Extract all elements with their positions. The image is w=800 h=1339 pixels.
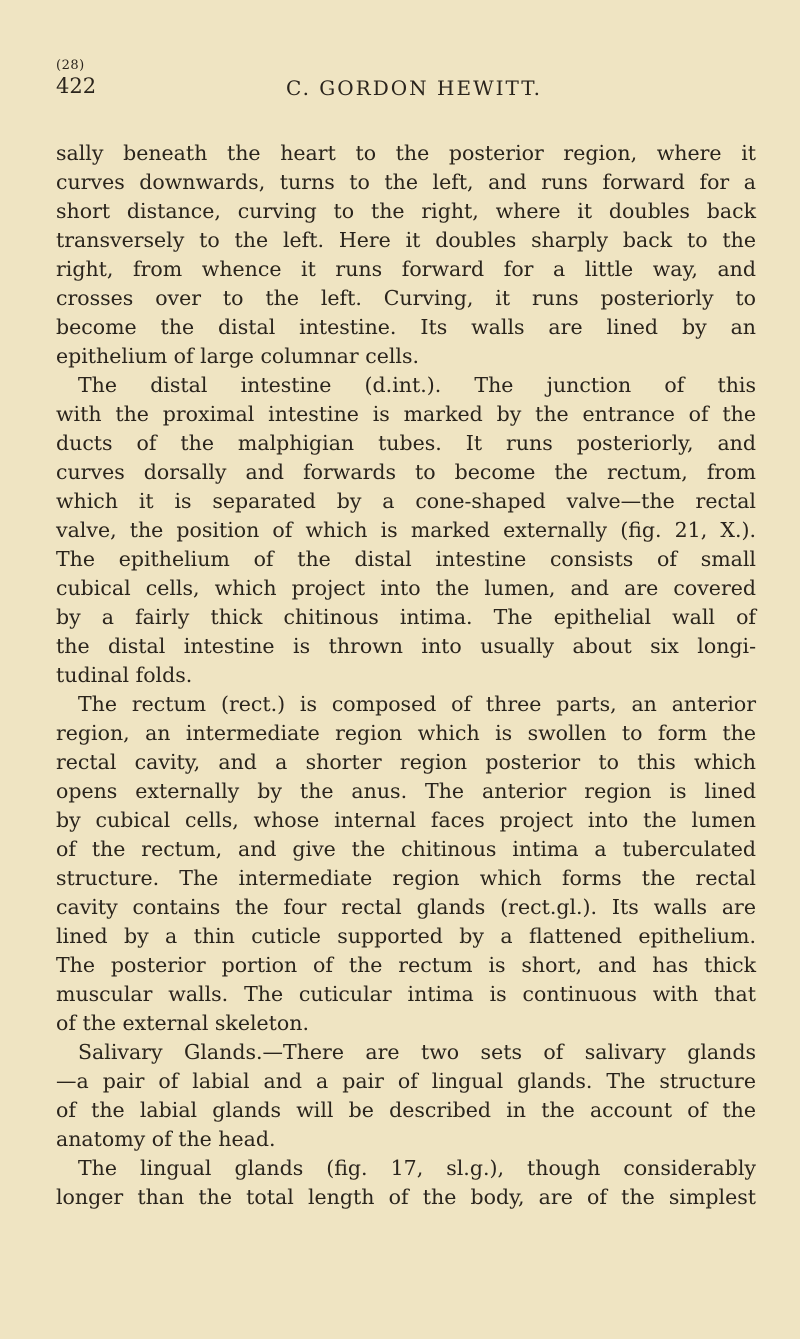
- text-line: Salivary Glands.—There are two sets of salivary glands: [78, 1040, 756, 1064]
- text-line: valve, the position of which is marked externally (fig. 21, X.).: [56, 518, 756, 542]
- text-line: with the proximal intestine is marked by the entrance of the: [56, 402, 756, 426]
- text-line: of the rectum, and give the chitinous intima a tuberculated: [56, 837, 756, 861]
- text-line: The epithelium of the distal intestine consists of small: [56, 547, 756, 571]
- text-line: of the external skeleton.: [56, 1011, 309, 1035]
- text-line: right, from whence it runs forward for a little way, and: [56, 257, 756, 281]
- text-line: tudinal folds.: [56, 663, 193, 687]
- text-line: muscular walls. The cuticular intima is continuous with that: [56, 982, 756, 1006]
- text-line: The lingual glands (fig. 17, sl.g.), though considerably: [78, 1156, 756, 1180]
- text-line: longer than the total length of the body, are of the simplest: [56, 1185, 756, 1209]
- text-line: sally beneath the heart to the posterior region, where it: [56, 141, 756, 165]
- text-line: epithelium of large columnar cells.: [56, 344, 419, 368]
- text-line: opens externally by the anus. The anterior region is lined: [56, 779, 756, 803]
- text-line: cavity contains the four rectal glands (rect.gl.). Its walls are: [56, 895, 756, 919]
- text-line: by a fairly thick chitinous intima. The epithelial wall of: [56, 605, 756, 629]
- text-line: The rectum (rect.) is composed of three parts, an anterior: [78, 692, 756, 716]
- running-title: C. GORDON HEWITT.: [286, 76, 542, 100]
- body-text: [56, 139, 756, 1212]
- page-number: 422: [56, 74, 97, 98]
- text-line: curves dorsally and forwards to become the rectum, from: [56, 460, 756, 484]
- text-line: crosses over to the left. Curving, it runs posteriorly to: [56, 286, 756, 310]
- text-line: which it is separated by a cone-shaped valve—the rectal: [56, 489, 756, 513]
- text-line: curves downwards, turns to the left, and runs forward for a: [56, 170, 756, 194]
- text-line: by cubical cells, whose internal faces project into the lumen: [56, 808, 756, 832]
- text-line: become the distal intestine. Its walls are lined by an: [56, 315, 756, 339]
- text-line: anatomy of the head.: [56, 1127, 276, 1151]
- text-line: cubical cells, which project into the lumen, and are covered: [56, 576, 756, 600]
- signature-mark: (28): [56, 58, 85, 73]
- text-line: region, an intermediate region which is swollen to form the: [56, 721, 756, 745]
- text-line: rectal cavity, and a shorter region posterior to this which: [56, 750, 756, 774]
- text-line: short distance, curving to the right, where it doubles back: [56, 199, 756, 223]
- text-line: The distal intestine (d.int.). The junction of this: [78, 373, 756, 397]
- text-line: The posterior portion of the rectum is short, and has thick: [56, 953, 756, 977]
- text-line: of the labial glands will be described in the account of the: [56, 1098, 756, 1122]
- text-line: lined by a thin cuticle supported by a flattened epithelium.: [56, 924, 756, 948]
- text-line: transversely to the left. Here it doubles sharply back to the: [56, 228, 756, 252]
- text-line: —a pair of labial and a pair of lingual glands. The structure: [56, 1069, 756, 1093]
- text-line: the distal intestine is thrown into usually about six longi-: [56, 634, 756, 658]
- text-line: ducts of the malphigian tubes. It runs posteriorly, and: [56, 431, 756, 455]
- text-line: structure. The intermediate region which forms the rectal: [56, 866, 756, 890]
